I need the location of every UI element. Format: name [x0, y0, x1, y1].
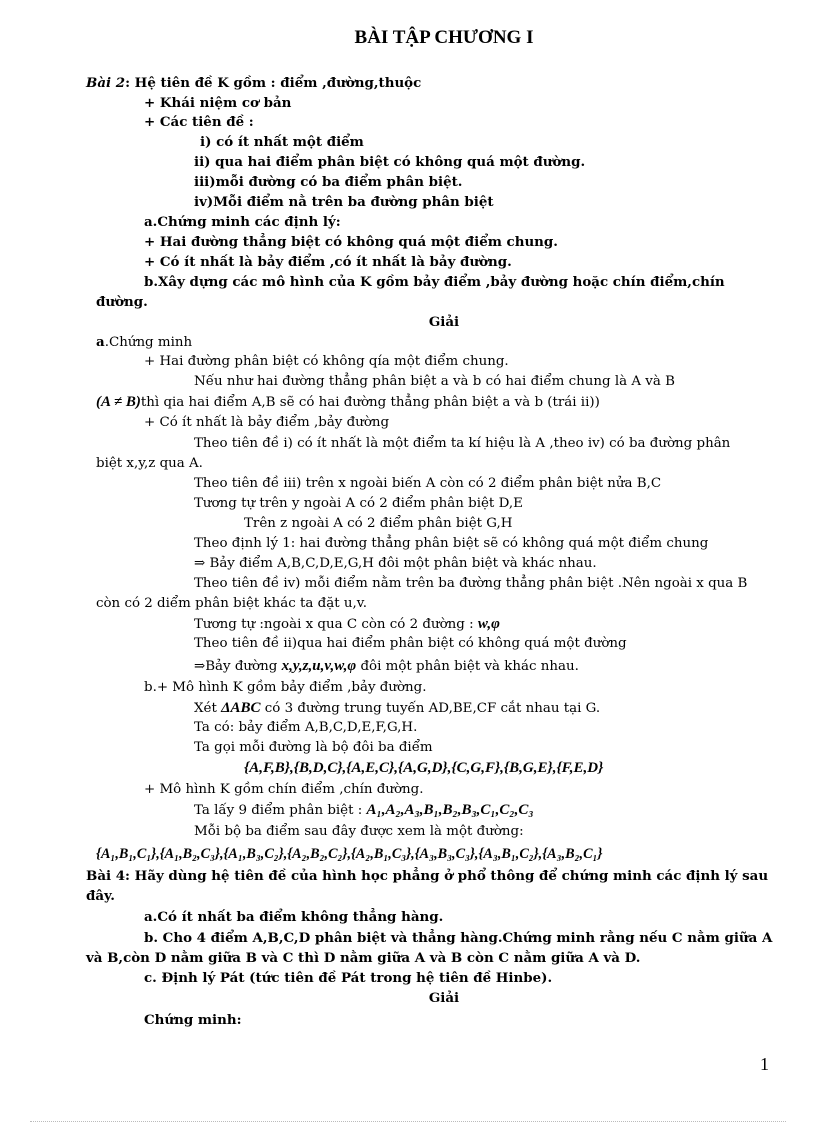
solution-line: Theo tiên đề i) có ít nhất là một điểm ta kí hiệu là A ,theo iv) có ba đường phân	[194, 436, 731, 451]
bai4-line: Chứng minh:	[144, 1012, 242, 1028]
solution-line: Ta lấy 9 điểm phân biệt : A₁,A₂,A₃,B₁,B₂,B₃,C₁,C₂,C₃	[194, 802, 534, 818]
solution-line: Trên z ngoài A có 2 điểm phân biệt G,H	[244, 516, 513, 531]
bai4-line: c. Định lý Pát (tức tiên đề Pát trong hệ tiên đề Hinbe).	[144, 970, 553, 986]
solution-line: Theo tiên đề iv) mỗi điểm nằm trên ba đường thẳng phân biệt .Nên ngoài x qua B	[194, 576, 748, 591]
math-expression: {A₁,B₁,C₁},{A₁,B₂,C₃},{A₁,B₃,C₂},{A₂,B₂,C₂},{A₂,B₁,C₃},{A₃,B₃,C₃},{A₃,B₁,C₂},{A₃,B₂,C₁}	[96, 846, 603, 862]
bai4-line: b. Cho 4 điểm A,B,C,D phân biệt và thẳng hàng.Chứng minh rằng nếu C nằm giữa A	[144, 930, 773, 946]
solution-line: Xét ΔABC có 3 đường trung tuyến AD,BE,CF cắt nhau tại G.	[194, 700, 601, 716]
bai2-item: + Các tiên đề :	[144, 114, 254, 130]
solution-line: + Có ít nhất là bảy điểm ,bảy đường	[144, 415, 390, 430]
solution-line: Ta gọi mỗi đường là bộ đôi ba điểm	[194, 740, 433, 755]
math-expression: ΔABC	[221, 700, 261, 716]
solution-line: Theo tiên đề iii) trên x ngoài biến A còn có 2 điểm phân biệt nửa B,C	[194, 476, 662, 491]
solution-line: Tương tự :ngoài x qua C còn có 2 đường : w,φ	[194, 616, 500, 632]
math-expression: (A ≠ B)	[96, 394, 141, 410]
math-expression: w,φ	[477, 616, 500, 632]
page-title: BÀI TẬP CHƯƠNG I	[354, 27, 534, 48]
math-expression: A₁,A₂,A₃,B₁,B₂,B₃,C₁,C₂,C₃	[366, 802, 534, 818]
solution-line	[96, 844, 602, 865]
bai2-item: a.Chứng minh các định lý:	[144, 214, 341, 230]
bai2-item: + Hai đường thẳng biệt có không quá một điểm chung.	[144, 234, 558, 250]
bai2-item: iii)mỗi đường có ba điểm phân biệt.	[194, 174, 463, 190]
solution-line: Ta có: bảy điểm A,B,C,D,E,F,G,H.	[194, 720, 418, 735]
solution-line: (A ≠ B)thì qia hai điểm A,B sẽ có hai đường thẳng phân biệt a và b (trái ii))	[96, 394, 600, 410]
solution-line: b.+ Mô hình K gồm bảy điểm ,bảy đường.	[144, 680, 427, 695]
page-bottom-divider	[30, 1121, 786, 1122]
bai2-item: i) có ít nhất một điểm	[200, 134, 364, 150]
bai2-label: Bài 2	[86, 75, 126, 91]
solution-line: còn có 2 diểm phân biệt khác ta đặt u,v.	[96, 596, 367, 611]
solution-line: + Hai đường phân biệt có không qía một điểm chung.	[144, 354, 509, 369]
page-number: 1	[760, 1054, 769, 1074]
bai4-line: a.Có ít nhất ba điểm không thẳng hàng.	[144, 909, 444, 925]
math-expression: x,y,z,u,v,w,φ	[281, 658, 357, 674]
solution-line: a.Chứng minh	[96, 334, 193, 350]
section-heading-giai: Giải	[428, 990, 460, 1006]
math-expression: {A,F,B},{B,D,C},{A,E,C},{A,G,D},{C,G,F},{B,G,E},{F,E,D}	[244, 760, 604, 776]
solution-line: Tương tự trên y ngoài A có 2 điểm phân biệt D,E	[194, 496, 523, 511]
solution-line	[244, 758, 603, 779]
bai2-item: ii) qua hai điểm phân biệt có không quá một đường.	[194, 154, 586, 170]
solution-line: Theo định lý 1: hai đường thẳng phân biệt sẽ có không quá một điểm chung	[194, 536, 709, 551]
solution-line: ⇒ Bảy điểm A,B,C,D,E,G,H đôi một phân biệt và khác nhau.	[194, 556, 597, 571]
solution-line: Nếu như hai đường thẳng phân biệt a và b có hai điểm chung là A và B	[194, 374, 675, 389]
bai2-item: đường.	[96, 294, 148, 310]
bai4-line: và B,còn D nằm giữa B và C thì D nằm giữa A và B còn C nằm giữa A và D.	[86, 950, 641, 966]
solution-line: + Mô hình K gồm chín điểm ,chín đường.	[144, 782, 424, 797]
solution-line: Theo tiên đề ii)qua hai điểm phân biệt có không quá một đường	[194, 636, 627, 651]
solution-line: biệt x,y,z qua A.	[96, 456, 203, 471]
solution-line: Mỗi bộ ba điểm sau đây được xem là một đường:	[194, 824, 524, 839]
section-heading-giai: Giải	[428, 314, 460, 330]
bai2-heading: Bài 2: Hệ tiên đề K gồm : điểm ,đường,thuộc	[86, 75, 422, 91]
bai2-item: b.Xây dựng các mô hình của K gồm bảy điểm ,bảy đường hoặc chín điểm,chín	[144, 274, 725, 290]
bai2-item: + Khái niệm cơ bản	[144, 95, 292, 111]
bai4-line: đây.	[86, 888, 115, 904]
bai2-item: + Có ít nhất là bảy điểm ,có ít nhất là bảy đường.	[144, 254, 512, 270]
solution-line: ⇒Bảy đường x,y,z,u,v,w,φ đôi một phân biệt và khác nhau.	[194, 658, 579, 674]
bai2-item: iv)Mỗi điểm nằ trên ba đường phân biệt	[194, 194, 494, 210]
bai4-line: Bài 4: Hãy dùng hệ tiên đề của hình học phẳng ở phổ thông để chứng minh các định lý sau	[86, 868, 769, 884]
